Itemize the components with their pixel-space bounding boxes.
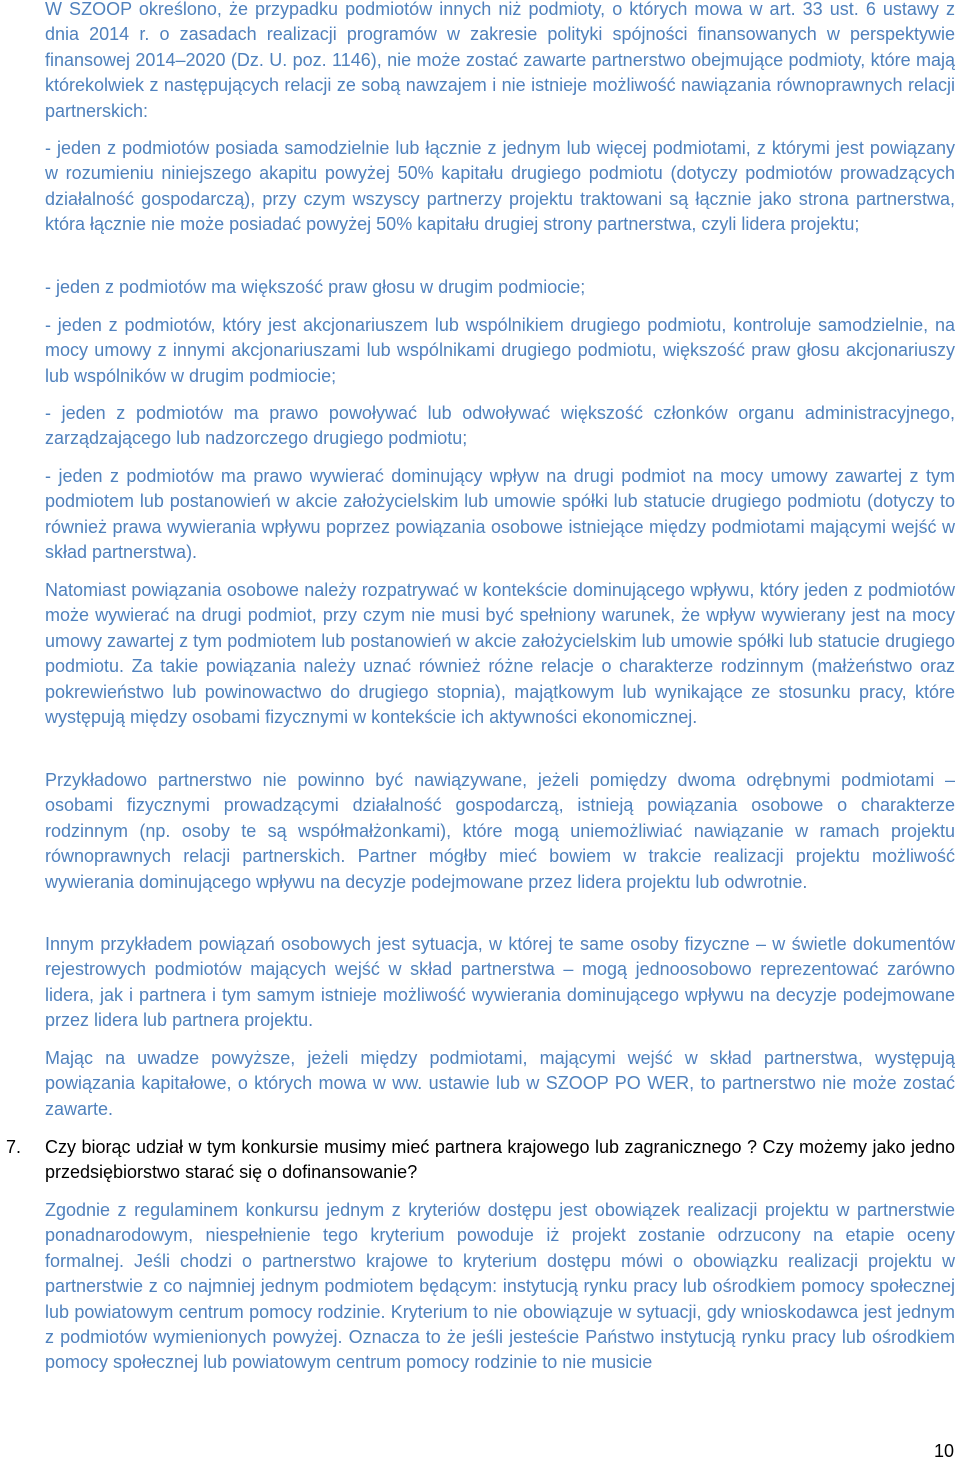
question-number: 7. [6,1137,22,1157]
paragraph-example-spouses: Przykładowo partnerstwo nie powinno być nawiązywane, jeżeli pomiędzy dwoma odrębnymi podmiotami – osobami fizycznymi prowadzącymi działalność gospodarczą, istnieją powiązania osobowe o charakterze rodzinnym (np. osoby te są współmałżonkami), które mogą uniemożliwiać nawiązanie w ramach projektu równoprawnych relacji partnerskich. Partner mógłby mieć bowiem w trakcie realizacji projektu możliwość wywierania dominującego wpływu na decyzje podejmowane przez lidera projektu lub odwrotnie. [45,770,955,892]
answer-paragraph: Zgodnie z regulaminem konkursu jednym z kryteriów dostępu jest obowiązek realizacji projektu w partnerstwie ponadnarodowym, niespełnienie tego kryterium powoduje iż projekt zostanie odrzucony na etapie oceny formalnej. Jeśli chodzi o partnerstwo krajowe to kryterium dostępu mówi o obowiązku realizacji projektu w partnerstwie z co najmniej jednym podmiotem będącym: instytucją rynku pracy lub ośrodkiem pomocy społecznej lub powiatowym centrum pomocy rodzinie. Kryterium to nie obowiązuje w sytuacji, gdy wnioskodawca jest jednym z podmiotów wymienionych powyżej. Oznacza to że jeśli jesteście Państwo instytucją rynku pracy lub ośrodkiem pomocy społecznej lub powiatowym centrum pomocy rodzinie to nie musicie [45,1200,955,1373]
paragraph-example-same-persons: Innym przykładem powiązań osobowych jest sytuacja, w której te same osoby fizyczne – w świetle dokumentów rejestrowych podmiotów mających wejść w skład partnerstwa – mogą jednoosobowo reprezentować zarówno lidera, jak i partnera i tym samym istnieje możliwość wywierania dominującego wpływu na decyzje podejmowane przez lidera lub partnera projektu. [45,934,955,1031]
paragraph-personal-links: Natomiast powiązania osobowe należy rozpatrywać w kontekście dominującego wpływu, który jeden z podmiotów może wywierać na drugi podmiot, przy czym nie musi być spełniony warunek, że wpływ wywierany jest na mocy umowy zawartej z tym podmiotem lub postanowień w akcie założycielskim lub umowie spółki lub statucie drugiego podmiotu. Za takie powiązania należy uznać również różne relacje o charakterze rodzinnym (małżeństwo oraz pokrewieństwo lub powinowactwo do drugiego stopnia), majątkowym lub wynikające ze stosunku pracy, które występują między osobami fizycznymi w kontekście ich aktywności ekonomicznej. [45,580,955,728]
question-text: Czy biorąc udział w tym konkursie musimy mieć partnera krajowego lub zagranicznego ? Czy możemy jako jedno przedsiębiorstwo starać się o dofinansowanie? [45,1137,955,1183]
paragraph-list-item-board-appointment: - jeden z podmiotów ma prawo powoływać lub odwoływać większość członków organu administracyjnego, zarządzającego lub nadzorczego drugiego podmiotu; [45,403,955,449]
paragraph-list-item-shareholder-control: - jeden z podmiotów, który jest akcjonariuszem lub wspólnikiem drugiego podmiotu, kontroluje samodzielnie, na mocy umowy z innymi akcjonariuszami lub wspólnikami drugiego podmiotu, większość praw głosu akcjonariuszy lub wspólników w drugim podmiocie; [45,315,955,386]
page-number: 10 [933,1441,954,1461]
paragraph-conclusion: Mając na uwadze powyższe, jeżeli między podmiotami, mającymi wejść w skład partnerstwa, występują powiązania kapitałowe, o których mowa w ww. ustawie lub w SZOOP PO WER, to partnerstwo nie może zostać zawarte. [45,1048,955,1119]
question-7 [0,1135,955,1186]
paragraph-szoop-intro: W SZOOP określono, że przypadku podmiotów innych niż podmioty, o których mowa w art. 33 ust. 6 ustawy z dnia 2014 r. o zasadach realizacji programów w zakresie polityki spójności finansowanych w perspektywie finansowej 2014–2020 (Dz. U. poz. 1146), nie może zostać zawarte partnerstwo obejmujące podmioty, które mają którekolwiek z następujących relacji ze sobą nawzajem i nie istnieje możliwość nawiązania równoprawnych relacji partnerskich: [45,0,955,121]
paragraph-list-item-dominant-influence: - jeden z podmiotów ma prawo wywierać dominujący wpływ na drugi podmiot na mocy umowy zawartej z tym podmiotem lub postanowień w akcie założycielskim lub umowie spółki lub statucie drugiego podmiotu (dotyczy to również prawa wywierania wpływu poprzez powiązania osobowe istniejące między podmiotami mającymi wejść w skład partnerstwa). [45,466,955,563]
paragraph-list-item-voting-rights: - jeden z podmiotów ma większość praw głosu w drugim podmiocie; [45,277,586,297]
paragraph-list-item-capital: - jeden z podmiotów posiada samodzielnie lub łącznie z jednym lub więcej podmiotami, z którymi jest powiązany w rozumieniu niniejszego akapitu powyżej 50% kapitału drugiego podmiotu (dotyczy podmiotów prowadzących działalność gospodarczą), przy czym wszyscy partnerzy projektu traktowani są łącznie jako strona partnerstwa, która łącznie nie może posiadać powyżej 50% kapitału drugiej strony partnerstwa, czyli lidera projektu; [45,138,955,235]
